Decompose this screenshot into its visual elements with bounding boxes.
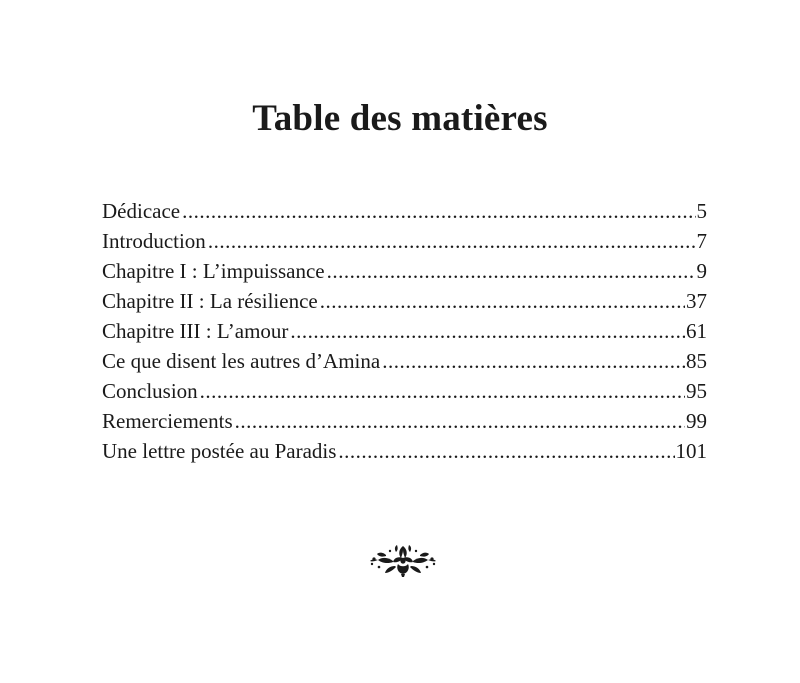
dot-leader (338, 436, 674, 466)
toc-entry (102, 406, 707, 436)
table-of-contents (102, 196, 707, 466)
toc-entry-page: 85 (686, 349, 707, 373)
floral-ornament-icon (368, 540, 438, 580)
toc-entry-page: 5 (696, 199, 707, 223)
toc-entry (102, 286, 707, 316)
toc-entry-page: 9 (696, 259, 707, 283)
dot-leader (290, 316, 685, 346)
toc-entry-page: 101 (675, 439, 707, 463)
toc-entry-label: Dédicace (102, 199, 181, 223)
toc-entry-page: 7 (696, 229, 707, 253)
toc-entry (102, 256, 707, 286)
dot-leader (327, 256, 696, 286)
toc-entry-page: 37 (686, 289, 707, 313)
toc-entry-label: Conclusion (102, 379, 198, 403)
toc-entry-label: Introduction (102, 229, 206, 253)
toc-entry (102, 226, 707, 256)
toc-entry-label: Une lettre postée au Paradis (102, 439, 337, 463)
dot-leader (182, 196, 695, 226)
toc-entry-page: 99 (686, 409, 707, 433)
dot-leader (382, 346, 685, 376)
toc-entry (102, 376, 707, 406)
toc-entry (102, 436, 707, 466)
toc-entry (102, 346, 707, 376)
toc-entry-label: Ce que disent les autres d’Amina (102, 349, 381, 373)
dot-leader (320, 286, 685, 316)
toc-entry-page: 95 (686, 379, 707, 403)
dot-leader (235, 406, 685, 436)
dot-leader (200, 376, 685, 406)
toc-entry-label: Chapitre II : La résilience (102, 289, 318, 313)
toc-entry-label: Chapitre I : L’impuissance (102, 259, 325, 283)
toc-entry-page: 61 (686, 319, 707, 343)
page-title: Table des matières (252, 98, 548, 139)
toc-entry (102, 316, 707, 346)
toc-entry (102, 196, 707, 226)
dot-leader (208, 226, 696, 256)
toc-entry-label: Remerciements (102, 409, 233, 433)
toc-entry-label: Chapitre III : L’amour (102, 319, 289, 343)
